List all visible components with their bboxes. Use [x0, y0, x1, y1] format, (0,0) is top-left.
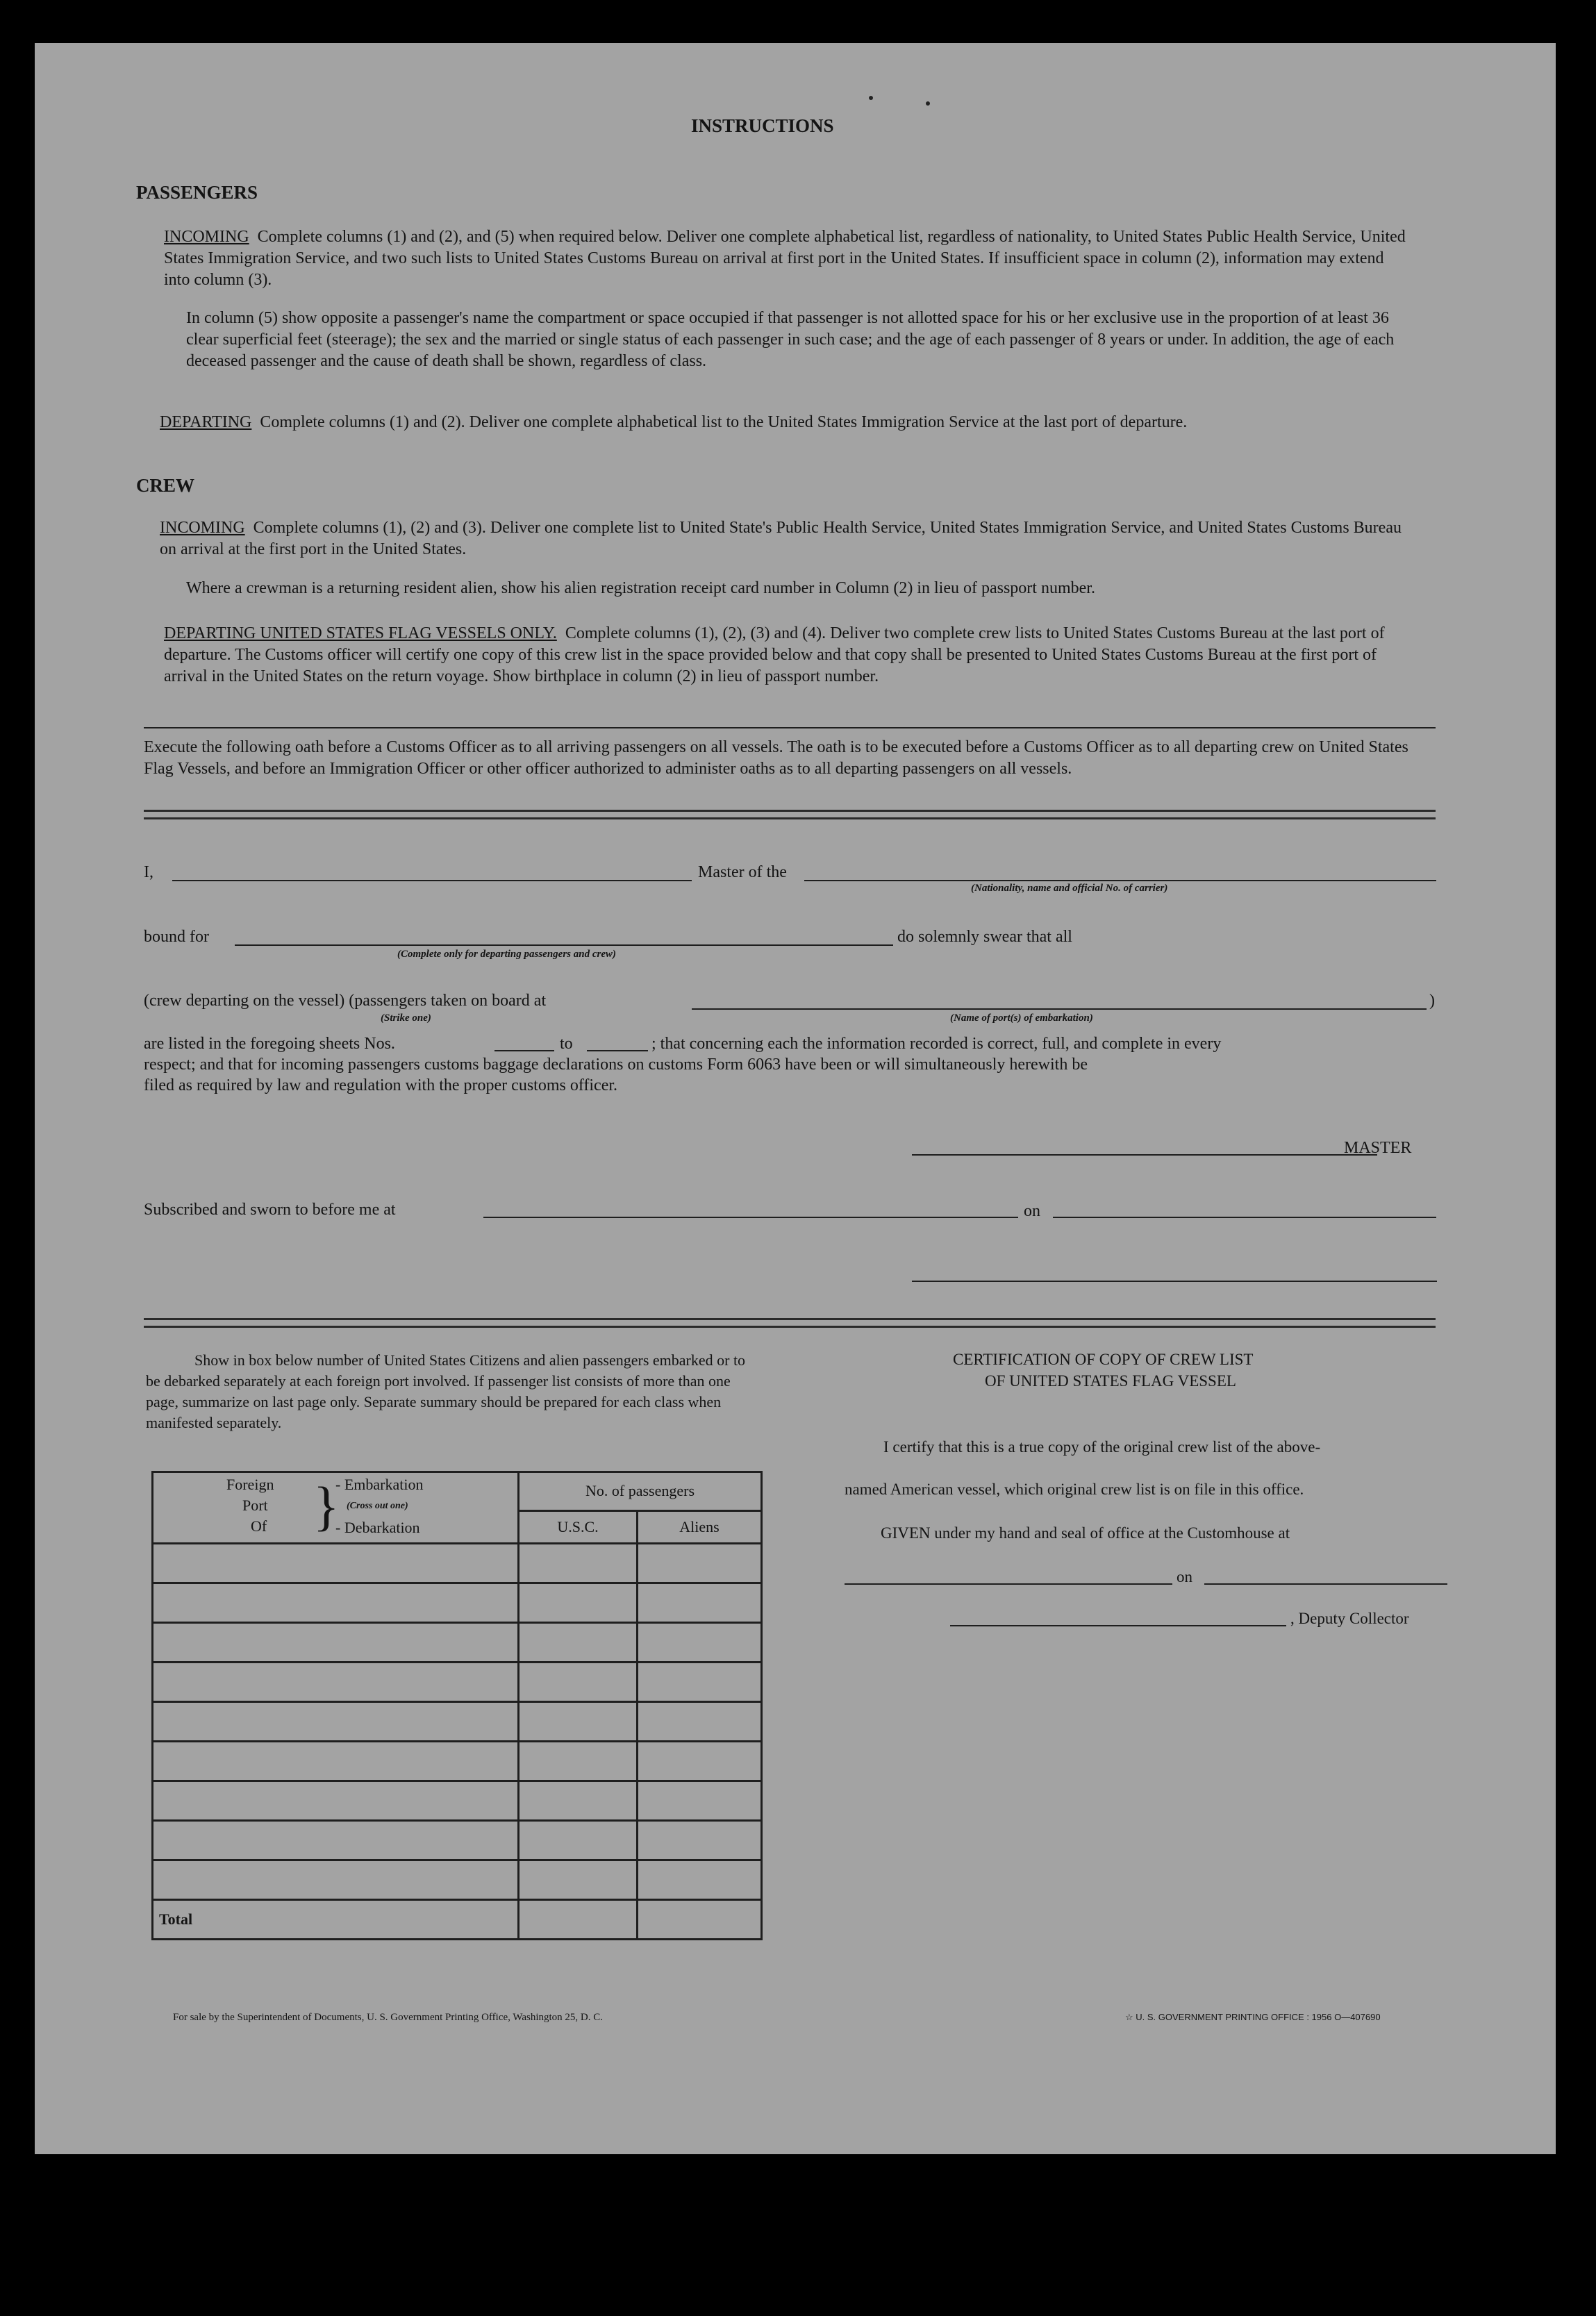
aliens-header: Aliens: [638, 1510, 762, 1543]
footer-left: For sale by the Superintendent of Documents, U. S. Government Printing Office, Washington 25, D. C.: [173, 2012, 603, 2023]
sheet-to-field[interactable]: [587, 1050, 648, 1051]
table-row: [153, 1702, 762, 1742]
oath-intro: [144, 737, 1436, 780]
usc-cell[interactable]: [519, 1781, 638, 1821]
master-name-field[interactable]: [172, 880, 692, 881]
aliens-total-cell[interactable]: [638, 1900, 762, 1940]
brace: }: [313, 1476, 340, 1536]
filed-line: filed as required by law and regulation with the proper customs officer.: [144, 1076, 618, 1094]
debarkation-label: - Debarkation: [335, 1519, 420, 1536]
crew-departing-label: DEPARTING UNITED STATES FLAG VESSELS ONLY.: [164, 624, 557, 642]
crew-incoming-label: INCOMING: [160, 519, 245, 537]
port-label: Port: [242, 1497, 268, 1514]
subscribed-label: Subscribed and sworn to before me at: [144, 1201, 396, 1219]
usc-cell[interactable]: [519, 1742, 638, 1781]
divider: [144, 727, 1436, 728]
crew-departing-label: (crew departing on the vessel) (passengers taken on board at: [144, 992, 547, 1010]
summary-text: Show in box below number of United States Citizens and alien passengers embarked or to be debarked separately at each foreign port involved. If passenger list consists of more than one page, summarize on last page only. Separate summary should be prepared for each class when manifested separately.: [146, 1351, 746, 1431]
port-cell[interactable]: [153, 1742, 519, 1781]
crew-heading: CREW: [136, 475, 195, 496]
sheet-from-field[interactable]: [494, 1050, 554, 1051]
aliens-cell[interactable]: [638, 1860, 762, 1900]
embarkation-port-field[interactable]: [692, 1008, 1427, 1010]
foreign-label: Foreign: [226, 1476, 274, 1493]
incoming-label: INCOMING: [164, 228, 249, 246]
table-row: [153, 1544, 762, 1583]
listed-to: to: [560, 1035, 573, 1053]
customhouse-field[interactable]: [845, 1583, 1172, 1585]
do-swear-label: do solemnly swear that all: [897, 928, 1072, 946]
summary-instructions: [146, 1350, 760, 1433]
deputy-collector-label: , Deputy Collector: [1290, 1610, 1409, 1627]
footer-right: ☆ U. S. GOVERNMENT PRINTING OFFICE : 1956 O—407690: [1125, 2012, 1381, 2022]
cert-on-label: on: [1177, 1568, 1192, 1585]
incoming-text: Complete columns (1) and (2), and (5) when required below. Deliver one complete alphabetical list, regardless of nationality, to United States Public Health Service, United States Immigration Service, and two such lists to United States Customs Bureau on arrival at first port in the United States. If insufficient space in column (2), information may extend into column (3).: [164, 228, 1406, 289]
alien-text: Where a crewman is a returning resident alien, show his alien registration receipt card number in Column (2) in lieu of passport number.: [186, 579, 1095, 597]
port-cell[interactable]: [153, 1821, 519, 1860]
bound-for-label: bound for: [144, 928, 209, 946]
print-mark: [869, 96, 873, 100]
departing-text: Complete columns (1) and (2). Deliver one complete alphabetical list to the United States Immigration Service at the last port of departure.: [260, 413, 1188, 431]
table-row: [153, 1860, 762, 1900]
listed-suffix: ; that concerning each the information recorded is correct, full, and complete in every: [651, 1035, 1222, 1053]
carrier-field[interactable]: [804, 880, 1436, 881]
aliens-cell[interactable]: [638, 1702, 762, 1742]
oath-i-label: I,: [144, 863, 153, 881]
total-label: Total: [153, 1900, 519, 1940]
table-row: [153, 1742, 762, 1781]
usc-cell[interactable]: [519, 1544, 638, 1583]
aliens-cell[interactable]: [638, 1742, 762, 1781]
listed-prefix: are listed in the foregoing sheets Nos.: [144, 1035, 395, 1053]
aliens-cell[interactable]: [638, 1544, 762, 1583]
usc-cell[interactable]: [519, 1821, 638, 1860]
table-row: [153, 1781, 762, 1821]
port-cell[interactable]: [153, 1781, 519, 1821]
certification-title-line1: CERTIFICATION OF COPY OF CREW LIST: [953, 1351, 1254, 1368]
table-row: [153, 1623, 762, 1663]
oath-intro-text: Execute the following oath before a Customs Officer as to all arriving passengers on all vessels. The oath is to be executed before a Customs Officer as to all departing crew on United States Flag Vessels, and before an Immigration Officer or other officer authorized to administer oaths as to all departing passengers on all vessels.: [144, 738, 1408, 778]
aliens-cell[interactable]: [638, 1821, 762, 1860]
deputy-collector-field[interactable]: [950, 1625, 1286, 1626]
port-header: [153, 1472, 519, 1544]
certify-line2: named American vessel, which original crew list is on file in this office.: [845, 1481, 1304, 1498]
usc-cell[interactable]: [519, 1860, 638, 1900]
sworn-place-field[interactable]: [483, 1217, 1018, 1218]
usc-cell[interactable]: [519, 1702, 638, 1742]
usc-header: U.S.C.: [519, 1510, 638, 1543]
passengers-heading: PASSENGERS: [136, 182, 258, 203]
certify-line1: I certify that this is a true copy of the original crew list of the above-: [883, 1438, 1321, 1456]
total-row: [153, 1900, 762, 1940]
master-signature-field[interactable]: [912, 1154, 1377, 1156]
sworn-date-field[interactable]: [1053, 1217, 1436, 1218]
of-label: Of: [251, 1517, 267, 1535]
master-of-the-label: Master of the: [698, 863, 787, 881]
officer-signature-field[interactable]: [912, 1281, 1437, 1282]
certification-title-line2: OF UNITED STATES FLAG VESSEL: [985, 1372, 1236, 1390]
aliens-cell[interactable]: [638, 1623, 762, 1663]
departing-label: DEPARTING: [160, 413, 252, 431]
crew-incoming-instruction: [160, 517, 1407, 560]
given-line: GIVEN under my hand and seal of office at the Customhouse at: [881, 1524, 1290, 1542]
respect-line: respect; and that for incoming passengers customs baggage declarations on customs Form 6063 have been or will simultaneously herewith be: [144, 1056, 1088, 1074]
usc-cell[interactable]: [519, 1583, 638, 1623]
table-row: [153, 1663, 762, 1702]
port-cell[interactable]: [153, 1702, 519, 1742]
usc-cell[interactable]: [519, 1623, 638, 1663]
double-divider: [144, 1318, 1436, 1328]
usc-total-cell[interactable]: [519, 1900, 638, 1940]
bound-for-field[interactable]: [235, 944, 893, 946]
crew-departing-instruction: [164, 623, 1407, 688]
embarkation-label: - Embarkation: [335, 1476, 424, 1493]
usc-cell[interactable]: [519, 1663, 638, 1702]
double-divider: [144, 810, 1436, 819]
cert-date-field[interactable]: [1204, 1583, 1447, 1585]
aliens-cell[interactable]: [638, 1663, 762, 1702]
nationality-caption: (Nationality, name and official No. of carrier): [971, 883, 1168, 894]
strike-one-caption: (Strike one): [381, 1013, 431, 1024]
crew-alien-instruction: [186, 578, 1408, 599]
print-mark: [926, 101, 930, 106]
passenger-summary-table: [151, 1471, 763, 1940]
cross-out-caption: (Cross out one): [347, 1501, 408, 1511]
aliens-cell[interactable]: [638, 1583, 762, 1623]
ports-caption: (Name of port(s) of embarkation): [950, 1013, 1093, 1024]
port-cell[interactable]: [153, 1583, 519, 1623]
page-title: INSTRUCTIONS: [691, 115, 834, 136]
table-row: [153, 1821, 762, 1860]
complete-only-caption: (Complete only for departing passengers and crew): [397, 949, 616, 960]
master-label: MASTER: [1344, 1139, 1412, 1157]
crew-departing-text: Complete columns (1), (2), (3) and (4). Deliver two complete crew lists to United States Customs Bureau at the last port of departure. The Customs officer will certify one copy of this crew list in the space provided below and that copy shall be presented to United States Customs Bureau at the first port of arrival in the United States on the return voyage. Show birthplace in column (2) in lieu of passport number.: [164, 624, 1385, 685]
port-cell[interactable]: [153, 1544, 519, 1583]
close-paren: ): [1429, 992, 1435, 1010]
crew-incoming-text: Complete columns (1), (2) and (3). Deliver one complete list to United State's Public Health Service, United States Immigration Service, and United States Customs Bureau on arrival at the first port in the United States.: [160, 519, 1402, 558]
passengers-departing-instruction: [160, 412, 1407, 433]
port-cell[interactable]: [153, 1663, 519, 1702]
column5-text: In column (5) show opposite a passenger's name the compartment or space occupied if that passenger is not allotted space for his or her exclusive use in the proportion of at least 36 clear superficial feet (steerage); the sex and the married or single status of each passenger in such case; and the age of each passenger of 8 years or under. In addition, the age of each deceased passenger and the cause of death shall be shown, regardless of class.: [186, 309, 1395, 370]
passengers-column5-instruction: [186, 308, 1408, 372]
passengers-incoming-instruction: [164, 226, 1407, 291]
no-of-passengers-header: No. of passengers: [519, 1472, 762, 1511]
aliens-cell[interactable]: [638, 1781, 762, 1821]
port-cell[interactable]: [153, 1860, 519, 1900]
sworn-on-label: on: [1024, 1202, 1040, 1220]
port-cell[interactable]: [153, 1623, 519, 1663]
table-row: [153, 1583, 762, 1623]
